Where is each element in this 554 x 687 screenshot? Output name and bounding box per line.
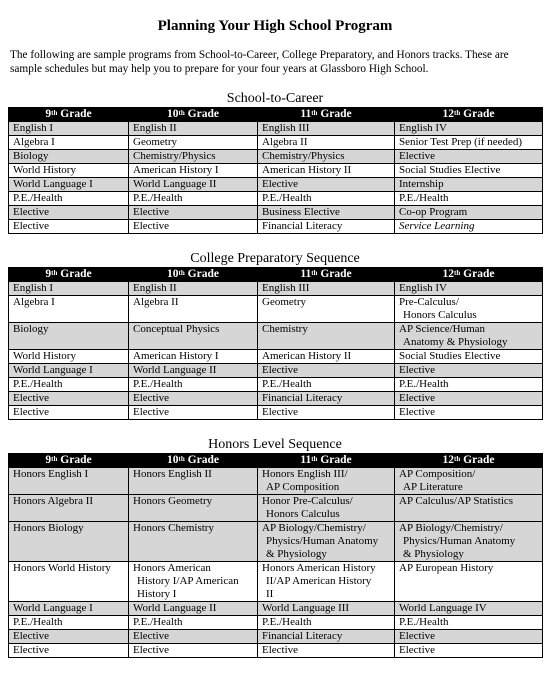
table-cell (395, 220, 543, 234)
table-row (9, 630, 543, 644)
table-row (9, 296, 543, 323)
table-cell (9, 495, 129, 522)
cell-line: Elective (133, 406, 170, 418)
cell-line: World Language I (13, 178, 93, 190)
table-row (9, 495, 543, 522)
table-cell (9, 220, 129, 234)
table-cell (258, 378, 395, 392)
table-cell (129, 378, 258, 392)
cell-line: Elective (13, 392, 50, 404)
cell-line: Social Studies Elective (399, 350, 501, 362)
cell-line: P.E./Health (399, 192, 449, 204)
table-row (9, 206, 543, 220)
table-row (9, 282, 543, 296)
table-cell (129, 350, 258, 364)
grade-header: 9th Grade (9, 268, 129, 282)
cell-line: Honors Biology (13, 522, 84, 534)
table-cell (9, 644, 129, 658)
table-cell (258, 164, 395, 178)
table-cell (9, 282, 129, 296)
grade-header: 11th Grade (258, 268, 395, 282)
cell-line: Senior Test Prep (if needed) (399, 136, 523, 148)
cell-line: & Physiology (403, 548, 464, 560)
cell-line: Elective (262, 364, 299, 376)
cell-line: World History (13, 350, 76, 362)
cell-line: American History II (262, 350, 352, 362)
grade-header-row (9, 454, 543, 468)
table-cell (395, 630, 543, 644)
table-cell (258, 178, 395, 192)
cell-line: English I (13, 282, 54, 294)
table-cell (258, 364, 395, 378)
cell-line: AP Composition/ (399, 468, 476, 480)
cell-line: World Language II (133, 364, 217, 376)
cell-line: Elective (399, 150, 436, 162)
cell-line: P.E./Health (399, 616, 449, 628)
cell-line: II/AP American History (266, 575, 372, 587)
cell-line: AP Literature (403, 481, 463, 493)
table-cell (258, 220, 395, 234)
cell-line: Elective (13, 206, 50, 218)
table-cell (9, 522, 129, 562)
table-cell (395, 644, 543, 658)
table-cell (395, 323, 543, 350)
table-cell (395, 562, 543, 602)
table-cell (395, 364, 543, 378)
table-row (9, 522, 543, 562)
table-cell (129, 602, 258, 616)
table-row (9, 378, 543, 392)
cell-line: Social Studies Elective (399, 164, 501, 176)
grade-header: 10th Grade (129, 454, 258, 468)
table-cell (9, 323, 129, 350)
grade-header: 9th Grade (9, 454, 129, 468)
cell-line: Geometry (133, 136, 177, 148)
cell-line: Chemistry (262, 323, 308, 335)
table-row (9, 323, 543, 350)
table-row (9, 392, 543, 406)
cell-line: English IV (399, 122, 447, 134)
school-to-career-table (8, 107, 543, 234)
cell-line: English II (133, 282, 177, 294)
grade-header: 12th Grade (395, 268, 543, 282)
cell-line: Honors American History (262, 562, 376, 574)
table-cell (395, 178, 543, 192)
cell-line: World Language IV (399, 602, 487, 614)
cell-line: P.E./Health (262, 378, 312, 390)
table-cell (395, 616, 543, 630)
cell-line: P.E./Health (133, 192, 183, 204)
table-cell (258, 406, 395, 420)
cell-line: American History I (133, 164, 219, 176)
cell-line: Honors Algebra II (13, 495, 94, 507)
table-cell (258, 644, 395, 658)
cell-line: Co-op Program (399, 206, 468, 218)
cell-line: Internship (399, 178, 444, 190)
cell-line: Elective (133, 220, 170, 232)
cell-line: Honors English I (13, 468, 89, 480)
table-cell (258, 122, 395, 136)
section-title-honors: Honors Level Sequence (208, 437, 342, 452)
cell-line: Elective (399, 630, 436, 642)
cell-line: Honors Geometry (133, 495, 213, 507)
table-cell (395, 296, 543, 323)
table-cell (129, 220, 258, 234)
table-cell (395, 495, 543, 522)
table-cell (395, 602, 543, 616)
cell-line: Elective (399, 392, 436, 404)
cell-line: Elective (262, 644, 299, 656)
table-row (9, 468, 543, 495)
cell-line: Elective (399, 406, 436, 418)
cell-line: Anatomy & Physiology (403, 336, 508, 348)
cell-line: English III (262, 122, 310, 134)
table-cell (9, 630, 129, 644)
cell-line: Service Learning (399, 220, 475, 232)
cell-line: Chemistry/Physics (262, 150, 345, 162)
grade-header: 12th Grade (395, 108, 543, 122)
cell-line: Honors English III/ (262, 468, 348, 480)
table-cell (395, 122, 543, 136)
cell-line: Elective (13, 644, 50, 656)
grade-header: 9th Grade (9, 108, 129, 122)
cell-line: History I (137, 588, 177, 600)
table-cell (129, 468, 258, 495)
table-cell (129, 364, 258, 378)
table-cell (129, 630, 258, 644)
table-cell (9, 378, 129, 392)
table-cell (258, 602, 395, 616)
section-title-school-to-career: School-to-Career (226, 91, 324, 106)
table-cell (9, 192, 129, 206)
table-cell (129, 522, 258, 562)
cell-line: AP European History (399, 562, 494, 574)
table-cell (129, 616, 258, 630)
cell-line: & Physiology (266, 548, 327, 560)
cell-line: AP Biology/Chemistry/ (399, 522, 503, 534)
table-cell (258, 468, 395, 495)
table-cell (395, 206, 543, 220)
table-cell (395, 282, 543, 296)
cell-line: Elective (262, 178, 299, 190)
cell-line: Honors Calculus (403, 309, 477, 321)
cell-line: Financial Literacy (262, 630, 343, 642)
grade-header: 11th Grade (258, 454, 395, 468)
cell-line: Elective (133, 206, 170, 218)
table-cell (258, 150, 395, 164)
cell-line: Honors American (133, 562, 211, 574)
cell-line: World History (13, 164, 76, 176)
college-prep-table (8, 267, 543, 420)
table-cell (9, 350, 129, 364)
table-row (9, 562, 543, 602)
table-cell (9, 150, 129, 164)
grade-header: 11th Grade (258, 108, 395, 122)
table-cell (9, 206, 129, 220)
cell-line: Elective (133, 392, 170, 404)
cell-line: P.E./Health (133, 378, 183, 390)
intro-paragraph: The following are sample programs from School-to-Career, College Preparatory, and Honors tracks. These are sample schedules but may help you to prepare for your four years at Glassboro High School. (10, 49, 509, 75)
cell-line: P.E./Health (133, 616, 183, 628)
document-title: Planning Your High School Program (157, 18, 393, 34)
grade-header: 10th Grade (129, 108, 258, 122)
table-cell (258, 350, 395, 364)
table-cell (129, 406, 258, 420)
cell-line: Elective (399, 364, 436, 376)
table-cell (395, 378, 543, 392)
cell-line: World Language I (13, 364, 93, 376)
table-cell (129, 122, 258, 136)
cell-line: Honors English II (133, 468, 212, 480)
table-cell (395, 350, 543, 364)
cell-line: Financial Literacy (262, 220, 343, 232)
cell-line: Elective (13, 220, 50, 232)
table-row (9, 220, 543, 234)
cell-line: Physics/Human Anatomy (266, 535, 379, 547)
table-cell (9, 468, 129, 495)
cell-line: AP Calculus/AP Statistics (399, 495, 514, 507)
table-cell (395, 164, 543, 178)
table-row (9, 150, 543, 164)
table-row (9, 122, 543, 136)
table-row (9, 164, 543, 178)
table-cell (395, 406, 543, 420)
cell-line: Honors World History (13, 562, 111, 574)
cell-line: History I/AP American (137, 575, 239, 587)
table-cell (258, 562, 395, 602)
table-cell (258, 616, 395, 630)
cell-line: Conceptual Physics (133, 323, 220, 335)
table-cell (129, 164, 258, 178)
table-cell (9, 296, 129, 323)
table-row (9, 644, 543, 658)
grade-header: 12th Grade (395, 454, 543, 468)
cell-line: Algebra II (262, 136, 308, 148)
table-cell (129, 323, 258, 350)
cell-line: Chemistry/Physics (133, 150, 216, 162)
table-cell (258, 206, 395, 220)
cell-line: Elective (262, 406, 299, 418)
table-cell (129, 282, 258, 296)
table-cell (9, 406, 129, 420)
cell-line: Algebra II (133, 296, 179, 308)
table-cell (129, 296, 258, 323)
table-cell (9, 616, 129, 630)
table-cell (258, 630, 395, 644)
cell-line: English II (133, 122, 177, 134)
table-cell (258, 323, 395, 350)
cell-line: Elective (399, 644, 436, 656)
cell-line: English III (262, 282, 310, 294)
table-cell (129, 495, 258, 522)
cell-line: P.E./Health (13, 378, 63, 390)
cell-line: World Language II (133, 602, 217, 614)
cell-line: Honors Calculus (266, 508, 340, 520)
cell-line: World Language II (133, 178, 217, 190)
table-row (9, 350, 543, 364)
table-cell (9, 602, 129, 616)
cell-line: World Language I (13, 602, 93, 614)
table-cell (395, 522, 543, 562)
cell-line: English IV (399, 282, 447, 294)
cell-line: Honors Chemistry (133, 522, 214, 534)
table-cell (258, 192, 395, 206)
table-row (9, 616, 543, 630)
table-cell (129, 644, 258, 658)
cell-line: Algebra I (13, 136, 55, 148)
table-row (9, 136, 543, 150)
cell-line: P.E./Health (13, 616, 63, 628)
table-cell (395, 192, 543, 206)
grade-header: 10th Grade (129, 268, 258, 282)
table-cell (9, 392, 129, 406)
cell-line: American History I (133, 350, 219, 362)
table-cell (395, 150, 543, 164)
table-cell (129, 192, 258, 206)
cell-line: AP Science/Human (399, 323, 486, 335)
cell-line: Elective (133, 630, 170, 642)
cell-line: Biology (13, 323, 49, 335)
cell-line: II (266, 588, 274, 600)
table-cell (129, 150, 258, 164)
cell-line: P.E./Health (13, 192, 63, 204)
table-row (9, 178, 543, 192)
cell-line: Elective (133, 644, 170, 656)
table-cell (395, 468, 543, 495)
table-cell (395, 392, 543, 406)
table-cell (258, 282, 395, 296)
grade-header-row (9, 268, 543, 282)
cell-line: Elective (13, 630, 50, 642)
grade-header-row (9, 108, 543, 122)
table-cell (258, 495, 395, 522)
table-cell (9, 164, 129, 178)
cell-line: Physics/Human Anatomy (403, 535, 516, 547)
table-row (9, 602, 543, 616)
cell-line: World Language III (262, 602, 350, 614)
table-cell (9, 136, 129, 150)
cell-line: Elective (13, 406, 50, 418)
cell-line: AP Composition (266, 481, 340, 493)
cell-line: Biology (13, 150, 49, 162)
table-row (9, 192, 543, 206)
cell-line: Pre-Calculus/ (399, 296, 459, 308)
table-cell (258, 296, 395, 323)
honors-table (8, 453, 543, 658)
table-cell (9, 364, 129, 378)
cell-line: AP Biology/Chemistry/ (262, 522, 366, 534)
table-cell (9, 178, 129, 192)
table-row (9, 364, 543, 378)
table-cell (129, 178, 258, 192)
cell-line: P.E./Health (262, 616, 312, 628)
table-cell (9, 122, 129, 136)
table-cell (258, 392, 395, 406)
table-cell (129, 136, 258, 150)
cell-line: American History II (262, 164, 352, 176)
table-cell (129, 206, 258, 220)
section-title-college-prep: College Preparatory Sequence (190, 251, 360, 266)
cell-line: Business Elective (262, 206, 340, 218)
cell-line: P.E./Health (399, 378, 449, 390)
cell-line: Honor Pre-Calculus/ (262, 495, 353, 507)
table-cell (129, 562, 258, 602)
cell-line: Financial Literacy (262, 392, 343, 404)
table-cell (395, 136, 543, 150)
table-cell (258, 522, 395, 562)
table-cell (258, 136, 395, 150)
cell-line: P.E./Health (262, 192, 312, 204)
cell-line: Algebra I (13, 296, 55, 308)
table-cell (129, 392, 258, 406)
table-cell (9, 562, 129, 602)
cell-line: Geometry (262, 296, 306, 308)
cell-line: English I (13, 122, 54, 134)
table-row (9, 406, 543, 420)
